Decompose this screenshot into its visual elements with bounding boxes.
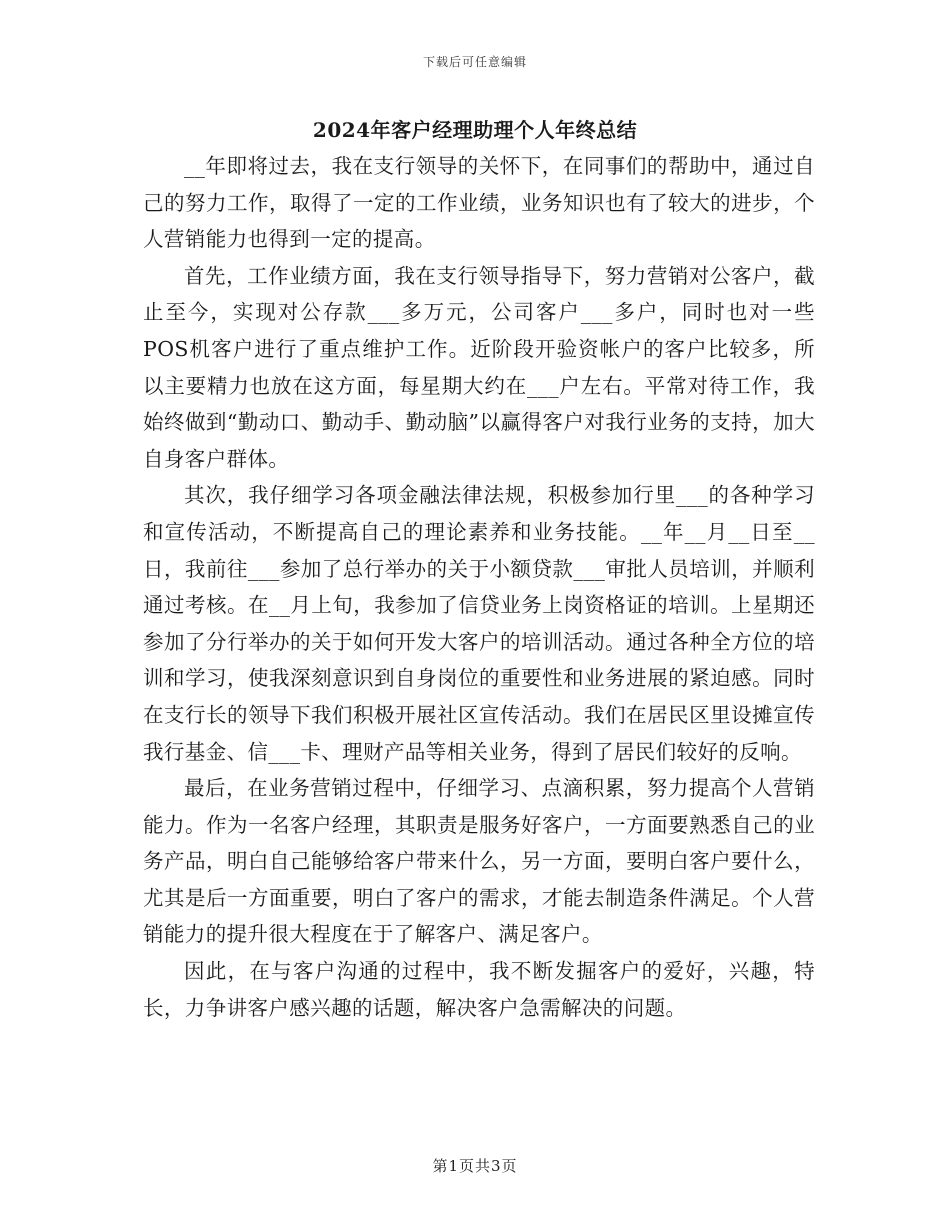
document-body <box>143 148 815 1026</box>
paragraph-training: 其次，我仔细学习各项金融法律法规，积极参加行里___的各种学习和宣传活动，不断提高自己的理论素养和业务技能。__年__月__日至__日，我前往___参加了总行举办的关于小额贷款___审批人员培训，并顺利通过考核。在__月上旬，我参加了信贷业务上岗资格证的培训。上星期还参加了分行举办的关于如何开发大客户的培训活动。通过各种全方位的培训和学习，使我深刻意识到自身岗位的重要性和业务进展的紧迫感。同时在支行长的领导下我们积极开展社区宣传活动。我们在居民区里设摊宣传我行基金、信___卡、理财产品等相关业务，得到了居民们较好的反响。 <box>143 483 815 764</box>
paragraph-performance: 首先，工作业绩方面，我在支行领导指导下，努力营销对公客户，截止至今，实现对公存款___多万元，公司客户___多户，同时也对一些POS机客户进行了重点维护工作。近阶段开验资帐户的客户比较多，所以主要精力也放在这方面，每星期大约在___户左右。平常对待工作，我始终做到“勤动口、勤动手、勤动脑”以赢得客户对我行业务的支持，加大自身客户群体。 <box>143 263 815 471</box>
document-title: 2024年客户经理助理个人年终总结 <box>312 118 638 142</box>
paragraph-communication: 因此，在与客户沟通的过程中，我不断发掘客户的爱好，兴趣，特长，力争讲客户感兴趣的话题，解决客户急需解决的问题。 <box>143 959 815 1020</box>
header-note: 下载后可任意编辑 <box>422 55 527 69</box>
paragraph-intro: __年即将过去，我在支行领导的关怀下，在同事们的帮助中，通过自己的努力工作，取得了一定的工作业绩，业务知识也有了较大的进步，个人营销能力也得到一定的提高。 <box>143 154 815 252</box>
page-footer: 第1页共3页 <box>432 1157 518 1175</box>
paragraph-marketing: 最后，在业务营销过程中，仔细学习、点滴积累，努力提高个人营销能力。作为一名客户经理，其职责是服务好客户，一方面要熟悉自己的业务产品，明白自己能够给客户带来什么，另一方面，要明白客户要什么，尤其是后一方面重要，明白了客户的需求，才能去制造条件满足。个人营销能力的提升很大程度在于了解客户、满足客户。 <box>143 776 815 947</box>
